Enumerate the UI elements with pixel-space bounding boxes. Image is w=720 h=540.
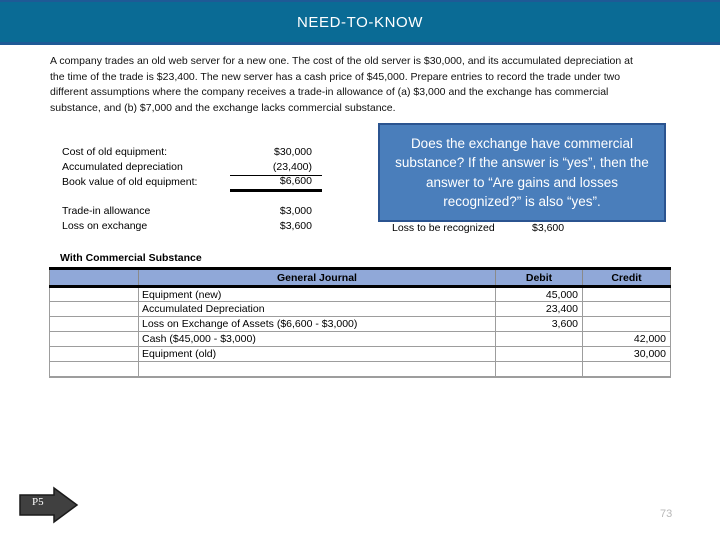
cell-credit <box>583 287 671 302</box>
calc-label: Trade-in allowance <box>62 205 151 217</box>
calc-row <box>62 175 322 190</box>
cell-description: Equipment (new) <box>139 287 496 302</box>
calculation-block <box>62 145 322 234</box>
cell-description: Loss on Exchange of Assets ($6,600 - $3,000) <box>139 317 496 332</box>
general-journal-table <box>49 267 671 378</box>
cell-debit <box>496 347 583 362</box>
calc-label: Cost of old equipment: <box>62 146 168 158</box>
calc-label: Accumulated depreciation <box>62 161 183 173</box>
calc-value: $3,000 <box>279 205 312 217</box>
slide-reference-label: P5 <box>32 496 44 508</box>
cell-description: Equipment (old) <box>139 347 496 362</box>
calc-row <box>62 204 322 219</box>
cell-date <box>50 332 139 347</box>
cell-debit: 23,400 <box>496 302 583 317</box>
column-header-date <box>50 269 139 287</box>
cell-description: Cash ($45,000 - $3,000) <box>139 332 496 347</box>
cell-debit: 3,600 <box>496 317 583 332</box>
calc-label: Loss on exchange <box>62 220 148 232</box>
cell-credit <box>583 317 671 332</box>
calc-value: $3,600 <box>279 220 312 232</box>
table-row <box>50 362 671 377</box>
cell-date <box>50 287 139 302</box>
table-row <box>50 332 671 347</box>
cell-description: Accumulated Depreciation <box>139 302 496 317</box>
calc-row <box>62 145 322 160</box>
cell-date <box>50 347 139 362</box>
cell-debit <box>496 332 583 347</box>
cell-description <box>139 362 496 377</box>
header-banner <box>0 0 720 45</box>
table-row <box>50 317 671 332</box>
cell-credit <box>583 362 671 377</box>
column-header-credit: Credit <box>583 269 671 287</box>
calc-value: (23,400) <box>230 160 322 176</box>
commercial-substance-callout <box>378 123 666 222</box>
column-header-general-journal: General Journal <box>139 269 496 287</box>
cell-date <box>50 317 139 332</box>
table-row <box>50 287 671 302</box>
cell-date <box>50 302 139 317</box>
page-title: NEED-TO-KNOW <box>296 13 424 31</box>
callout-text: Does the exchange have commercial substance? If the answer is “yes”, then the answer to “Are gains and losses recognized?” is also “yes”. <box>395 135 649 209</box>
arrow-right-icon <box>18 486 80 524</box>
cell-credit: 30,000 <box>583 347 671 362</box>
loss-recognized-value: $3,600 <box>532 222 565 234</box>
section-label: With Commercial Substance <box>60 252 202 264</box>
intro-paragraph: A company trades an old web server for a new one. The cost of the old server is $30,000, and its accumulated depreciation at the time of the trade is $23,400. The new server has a cash price of $45,000. Prepare entries to record the trade under two different assumptions where the company receives a trade-in allowance of (a) $3,000 and the exchange has commercial substance, and (b) $7,000 and the exchange lacks commercial substance. <box>50 55 633 114</box>
table-row <box>50 302 671 317</box>
cell-credit: 42,000 <box>583 332 671 347</box>
page-number: 73 <box>660 508 673 520</box>
calc-value: $30,000 <box>274 146 312 158</box>
calc-spacer <box>62 190 322 204</box>
cell-credit <box>583 302 671 317</box>
cell-date <box>50 362 139 377</box>
table-row <box>50 347 671 362</box>
loss-recognized-label: Loss to be recognized <box>392 222 495 234</box>
table-header-row <box>50 269 671 287</box>
cell-debit: 45,000 <box>496 287 583 302</box>
calc-row <box>62 219 322 234</box>
calc-label: Book value of old equipment: <box>62 176 198 188</box>
column-header-debit: Debit <box>496 269 583 287</box>
loss-recognized-row <box>392 222 622 234</box>
cell-debit <box>496 362 583 377</box>
calc-value: $6,600 <box>230 174 322 192</box>
